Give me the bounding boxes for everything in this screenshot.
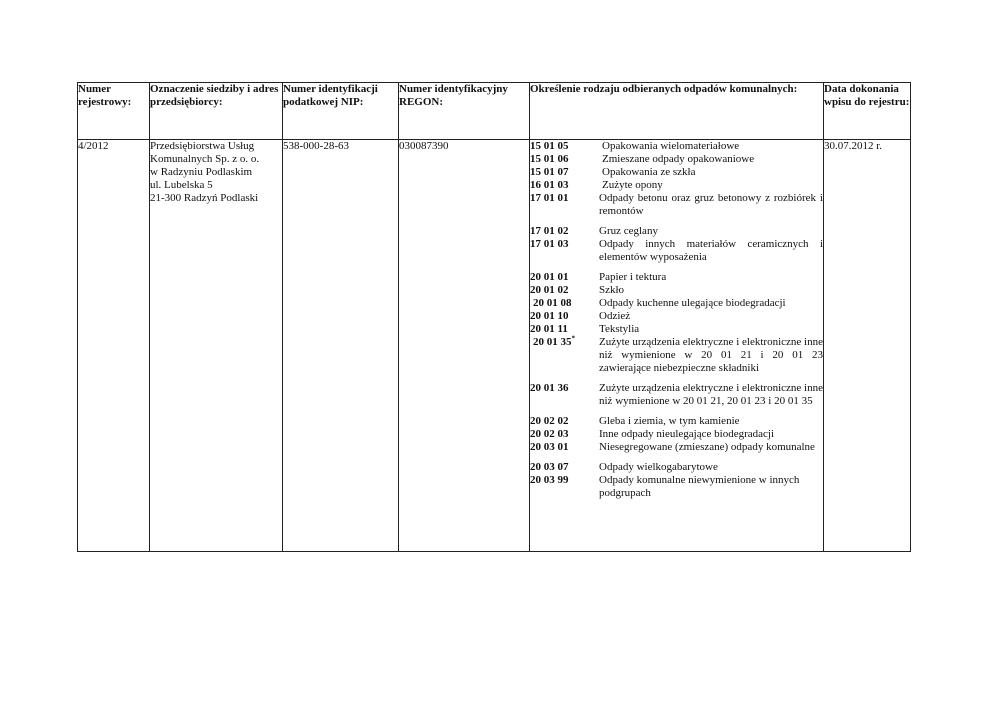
waste-code: 20 01 35* [533,334,575,348]
waste-code: 20 02 02 [530,415,569,427]
waste-desc: Odpady kuchenne ulegające biodegradacji [599,297,786,309]
waste-desc: Odpady innych materiałów ceramicznych i elementów wyposażenia [599,238,823,263]
date-cell: 30.07.2012 r. [824,140,911,552]
waste-code: 15 01 05 [530,140,569,152]
waste-code: 16 01 03 [530,179,569,191]
waste-item [530,461,823,474]
waste-item [530,140,823,153]
waste-desc: Inne odpady nieulegające biodegradacji [599,428,775,440]
header-regon: Numer identyfikacyjny REGON: [399,83,530,140]
waste-item [530,428,823,441]
waste-code: 17 01 02 [530,225,569,237]
address-line: 21-300 Radzyń Podlaski [150,192,259,204]
reg-no-cell: 4/2012 [78,140,150,552]
waste-desc: Gleba i ziemia, w tym kamienie [599,415,740,427]
address-line: Przedsiębiorstwa Usług [150,140,255,152]
waste-code: 15 01 07 [530,166,569,178]
waste-code: 20 01 11 [530,323,568,335]
waste-item [530,336,823,375]
waste-item [530,415,823,428]
waste-item [530,238,823,264]
waste-code: 17 01 03 [530,238,569,250]
waste-desc: Zużyte urządzenia elektryczne i elektroniczne inne niż wymienione w 20 01 21, 20 01 23 i 20 01 35 [599,382,823,407]
header-date: Data dokonania wpisu do rejestru: [824,83,911,140]
waste-code: 20 01 02 [530,284,569,296]
address-line: w Radzyniu Podlaskim [150,166,253,178]
waste-desc: Niesegregowane (zmieszane) odpady komunalne [599,441,815,453]
waste-list-cell [530,140,824,552]
waste-item [530,271,823,284]
waste-item [530,179,823,192]
table-row [78,140,911,552]
waste-item [530,166,823,179]
waste-code: 20 01 10 [530,310,569,322]
footnote-marker: * [571,334,575,343]
header-reg-no: Numer rejestrowy: [78,83,150,140]
regon-cell: 030087390 [399,140,530,552]
waste-desc: Odzież [599,310,631,322]
waste-code: 20 02 03 [530,428,569,440]
header-nip: Numer identyfikacji podatkowej NIP: [283,83,399,140]
waste-code: 20 01 01 [530,271,569,283]
waste-desc: Zużyte urządzenia elektryczne i elektroniczne inne niż wymienione w 20 01 21 i 20 01 23 zawierające niebezpieczne składniki [599,336,823,374]
waste-code: 17 01 01 [530,192,569,204]
waste-desc: Papier i tektura [599,271,667,283]
company-address-cell [150,140,283,552]
waste-desc: Tekstylia [599,323,640,335]
waste-desc: Odpady wielkogabarytowe [599,461,718,473]
waste-code: 20 01 36 [530,382,569,394]
waste-item [530,284,823,297]
waste-code: 15 01 06 [530,153,569,165]
waste-item [530,225,823,238]
waste-desc: Opakowania ze szkła [602,166,696,178]
waste-item [530,192,823,218]
nip-cell: 538-000-28-63 [283,140,399,552]
waste-desc: Opakowania wielomateriałowe [602,140,740,152]
waste-desc: Zużyte opony [602,179,663,191]
waste-item [530,297,823,310]
waste-code: 20 01 08 [533,297,572,309]
waste-code: 20 03 99 [530,474,569,486]
address-line: ul. Lubelska 5 [150,179,213,191]
waste-desc: Szkło [599,284,625,296]
register-table [77,82,911,552]
waste-item [530,441,823,454]
waste-item [530,474,823,500]
address-line: Komunalnych Sp. z o. o. [150,153,260,165]
waste-item [530,382,823,408]
waste-desc: Gruz ceglany [599,225,658,237]
waste-code: 20 03 07 [530,461,569,473]
header-row [78,83,911,140]
waste-item [530,153,823,166]
waste-desc: Odpady betonu oraz gruz betonowy z rozbiórek i remontów [599,192,823,217]
waste-item [530,310,823,323]
waste-code: 20 03 01 [530,441,569,453]
waste-desc: Odpady komunalne niewymienione w innych podgrupach [599,474,800,499]
header-waste: Określenie rodzaju odbieranych odpadów komunalnych: [530,83,824,140]
waste-desc: Zmieszane odpady opakowaniowe [602,153,755,165]
header-company: Oznaczenie siedziby i adres przedsiębiorcy: [150,83,283,140]
